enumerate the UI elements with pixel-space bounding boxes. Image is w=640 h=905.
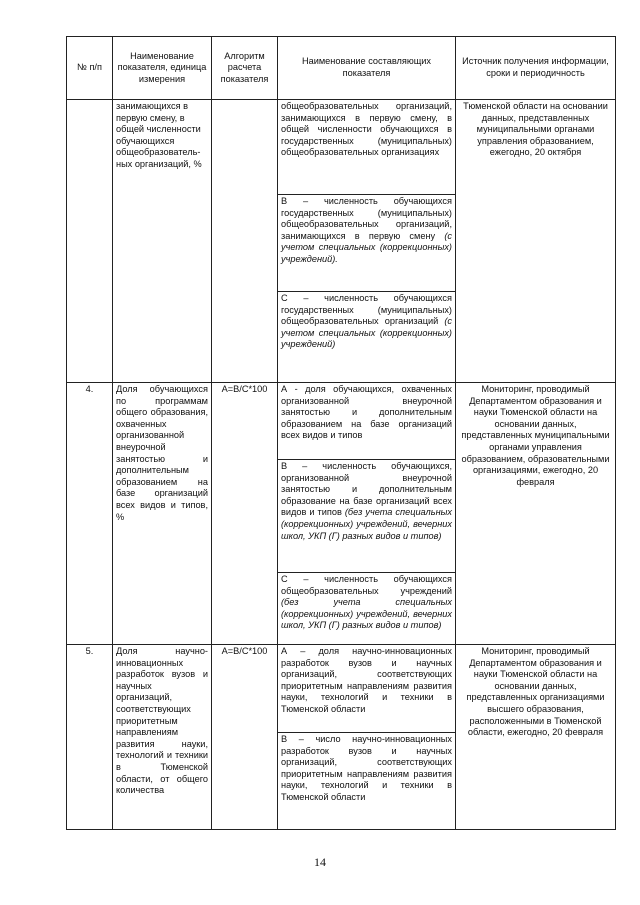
header-source: Источник получения информации, сроки и периодичность [456, 37, 616, 100]
component-text: В – численность обучающихся, организованной внеурочной занятостью и дополнительным образование на базе организаций всех видов и типов [281, 461, 452, 518]
component-note: (без учета специальных (коррекционных) учреждений, вечерних школ, УКП (Г) разных видов и типов) [281, 507, 452, 541]
component-note: (с учетом специальных (коррекционных) учреждений). [281, 230, 452, 264]
row-components [278, 645, 456, 830]
component-item [278, 100, 455, 195]
row-source: Мониторинг, проводимый Департаментом образования и науки Тюменской области на основании данных, представленных муниципальными органами управления образованием, образовательными организациями, ежегодно, 20 февраля [456, 383, 616, 645]
row-source: Мониторинг, проводимый Департаментом образования и науки Тюменской области на основании данных, представленных организациями высшего образования, расположенными в Тюменской области, ежегодно, 20 февраля [456, 645, 616, 830]
component-item [278, 292, 455, 352]
row-number: 5. [67, 645, 113, 830]
row-number [67, 100, 113, 383]
row-algorithm [212, 100, 278, 383]
table-row [67, 645, 616, 830]
component-note: (с учетом специальных (коррекционных) учреждений) [281, 316, 452, 350]
component-item [278, 383, 455, 460]
component-note: (без учета специальных (коррекционных) учреждений, вечерних школ, УКП (Г) разных видов и типов) [281, 597, 452, 631]
component-text: А - доля обучающихся, охваченных организованной внеурочной занятостью и дополнительным образованием на базе организаций всех видов и типов [281, 384, 452, 441]
row-indicator-name: Доля обучающихся по программам общего образования, охваченных организованной внеурочной занятостью и дополнительным образованием на базе организаций всех видов и типов, % [113, 383, 212, 645]
component-text: С – численность обучающихся государственных (муниципальных) общеобразовательных организаций [281, 293, 452, 327]
table-row [67, 383, 616, 645]
row-indicator-name: занимающихся в первую смену, в общей численности обучающихся общеобразовательных организаций, % [113, 100, 212, 383]
component-text: С – численность обучающихся общеобразовательных учреждений [281, 574, 452, 596]
row-number: 4. [67, 383, 113, 645]
table-row [67, 100, 616, 383]
header-indicator-name: Наименование показателя, единица измерения [113, 37, 212, 100]
component-item [278, 733, 455, 805]
component-item [278, 195, 455, 292]
row-source: Тюменской области на основании данных, представленных муниципальными органами управления образованием, ежегодно, 20 октября [456, 100, 616, 383]
indicators-table [66, 36, 616, 830]
header-components: Наименование составляющих показателя [278, 37, 456, 100]
component-text: общеобразовательных организаций, занимающихся в первую смену, в общей численности обучающихся в государственных (муниципальных) общеобразовательных организациях [281, 101, 452, 158]
row-components [278, 383, 456, 645]
header-algorithm: Алгоритм расчета показателя [212, 37, 278, 100]
header-number: № п/п [67, 37, 113, 100]
component-text: В – численность обучающихся государственных (муниципальных) общеобразовательных организаций, занимающихся в первую смену [281, 196, 452, 241]
page-number: 14 [314, 855, 326, 869]
component-item [278, 645, 455, 733]
row-algorithm: А=В/С*100 [212, 645, 278, 830]
row-algorithm: А=В/С*100 [212, 383, 278, 645]
table-header-row [67, 37, 616, 100]
component-text: В – число научно-инновационных разработок вузов и научных организаций, соответствующих приоритетным направлениям развития науки, технологий и техники в Тюменской области [281, 734, 452, 802]
component-item [278, 573, 455, 633]
component-item [278, 460, 455, 573]
component-text: А – доля научно-инновационных разработок вузов и научных организаций, соответствующих приоритетным направлениям развития науки, технологий и техники в Тюменской области [281, 646, 452, 714]
row-components [278, 100, 456, 383]
row-indicator-name: Доля научно-инновационных разработок вузов и научных организаций, соответствующих приоритетным направлениям развития науки, технологий и техники в Тюменской области, от общего количества [113, 645, 212, 830]
